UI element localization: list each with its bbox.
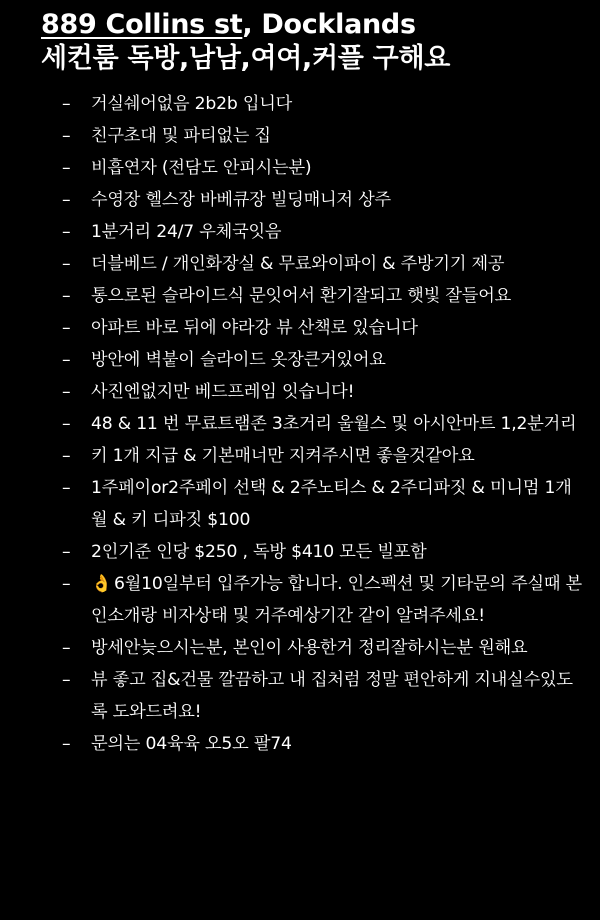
- item-text: 수영장 헬스장 바베큐장 빌딩매니저 상주: [91, 190, 391, 210]
- list-item: [41, 472, 586, 536]
- list-item: [41, 184, 586, 216]
- list-item: [41, 280, 586, 312]
- dash-bullet: –: [62, 382, 71, 402]
- dash-bullet: –: [62, 222, 71, 242]
- page-title: [41, 8, 586, 42]
- list-item: [41, 376, 586, 408]
- item-text: 더블베드 / 개인화장실 & 무료와이파이 & 주방기기 제공: [91, 254, 505, 274]
- item-text: 뷰 좋고 집&건물 깔끔하고 내 집처럼 정말 편안하게 지내실수있도록 도와드려요!: [91, 670, 573, 722]
- dash-bullet: –: [62, 286, 71, 306]
- dash-bullet: –: [62, 158, 71, 178]
- item-text: 키 1개 지급 & 기본매너만 지켜주시면 좋을것같아요: [91, 446, 475, 466]
- item-text: 2인기준 인당 $250 , 독방 $410 모든 빌포함: [91, 542, 427, 562]
- item-text: 거실쉐어없음 2b2b 입니다: [91, 94, 293, 114]
- list-item: [41, 88, 586, 120]
- item-text: 친구초대 및 파티없는 집: [91, 126, 271, 146]
- list-item: [41, 632, 586, 664]
- dash-bullet: –: [62, 414, 71, 434]
- item-text: 1주페이or2주페이 선택 & 2주노티스 & 2주디파짓 & 미니멈 1개월 & 키 디파짓 $100: [91, 478, 572, 530]
- list-item: [41, 216, 586, 248]
- title-suburb: , Docklands: [242, 9, 416, 40]
- page-subtitle: 세컨룸 독방,남남,여여,커플 구해요: [41, 43, 451, 74]
- list-item: [41, 152, 586, 184]
- dash-bullet: –: [62, 542, 71, 562]
- list-item: [41, 536, 586, 568]
- list-item: [41, 440, 586, 472]
- item-text: 비흡연자 (전담도 안피시는분): [91, 158, 312, 178]
- item-text: 아파트 바로 뒤에 야라강 뷰 산책로 있습니다: [91, 318, 418, 338]
- dash-bullet: –: [62, 734, 71, 754]
- dash-bullet: –: [62, 670, 71, 690]
- dash-bullet: –: [62, 446, 71, 466]
- item-text: 방안에 벽붙이 슬라이드 옷장큰거있어요: [91, 350, 386, 370]
- item-text: 문의는 04육육 오5오 팔74: [91, 734, 292, 754]
- item-text: 사진엔없지만 베드프레임 잇습니다!: [91, 382, 355, 402]
- title-address[interactable]: 889 Collins st: [41, 9, 243, 40]
- listing-details: [41, 88, 586, 760]
- item-text: 1분거리 24/7 우체국잇음: [91, 222, 282, 242]
- list-item: [41, 728, 586, 760]
- dash-bullet: –: [62, 254, 71, 274]
- list-item: [41, 568, 586, 632]
- list-item: [41, 664, 586, 728]
- item-text: 6월10일부터 입주가능 합니다. 인스펙션 및 기타문의 주실때 본인소개랑 비자상태 및 거주예상기간 같이 알려주세요!: [91, 574, 582, 626]
- dash-bullet: –: [62, 318, 71, 338]
- list-item: [41, 408, 586, 440]
- dash-bullet: –: [62, 126, 71, 146]
- list-item: [41, 344, 586, 376]
- list-item: [41, 120, 586, 152]
- dash-bullet: –: [62, 94, 71, 114]
- item-text: 방세안늦으시는분, 본인이 사용한거 정리잘하시는분 원해요: [91, 638, 528, 658]
- dash-bullet: –: [62, 350, 71, 370]
- dash-bullet: –: [62, 478, 71, 498]
- list-item: [41, 312, 586, 344]
- dash-bullet: –: [62, 638, 71, 658]
- dash-bullet: –: [62, 190, 71, 210]
- list-item: [41, 248, 586, 280]
- item-text: 48 & 11 번 무료트램존 3초거리 울월스 및 아시안마트 1,2분거리: [91, 414, 577, 434]
- item-text: 통으로된 슬라이드식 문잇어서 환기잘되고 햇빛 잘들어요: [91, 286, 511, 306]
- ok-hand-icon: 👌: [91, 574, 112, 594]
- dash-bullet: –: [62, 574, 71, 594]
